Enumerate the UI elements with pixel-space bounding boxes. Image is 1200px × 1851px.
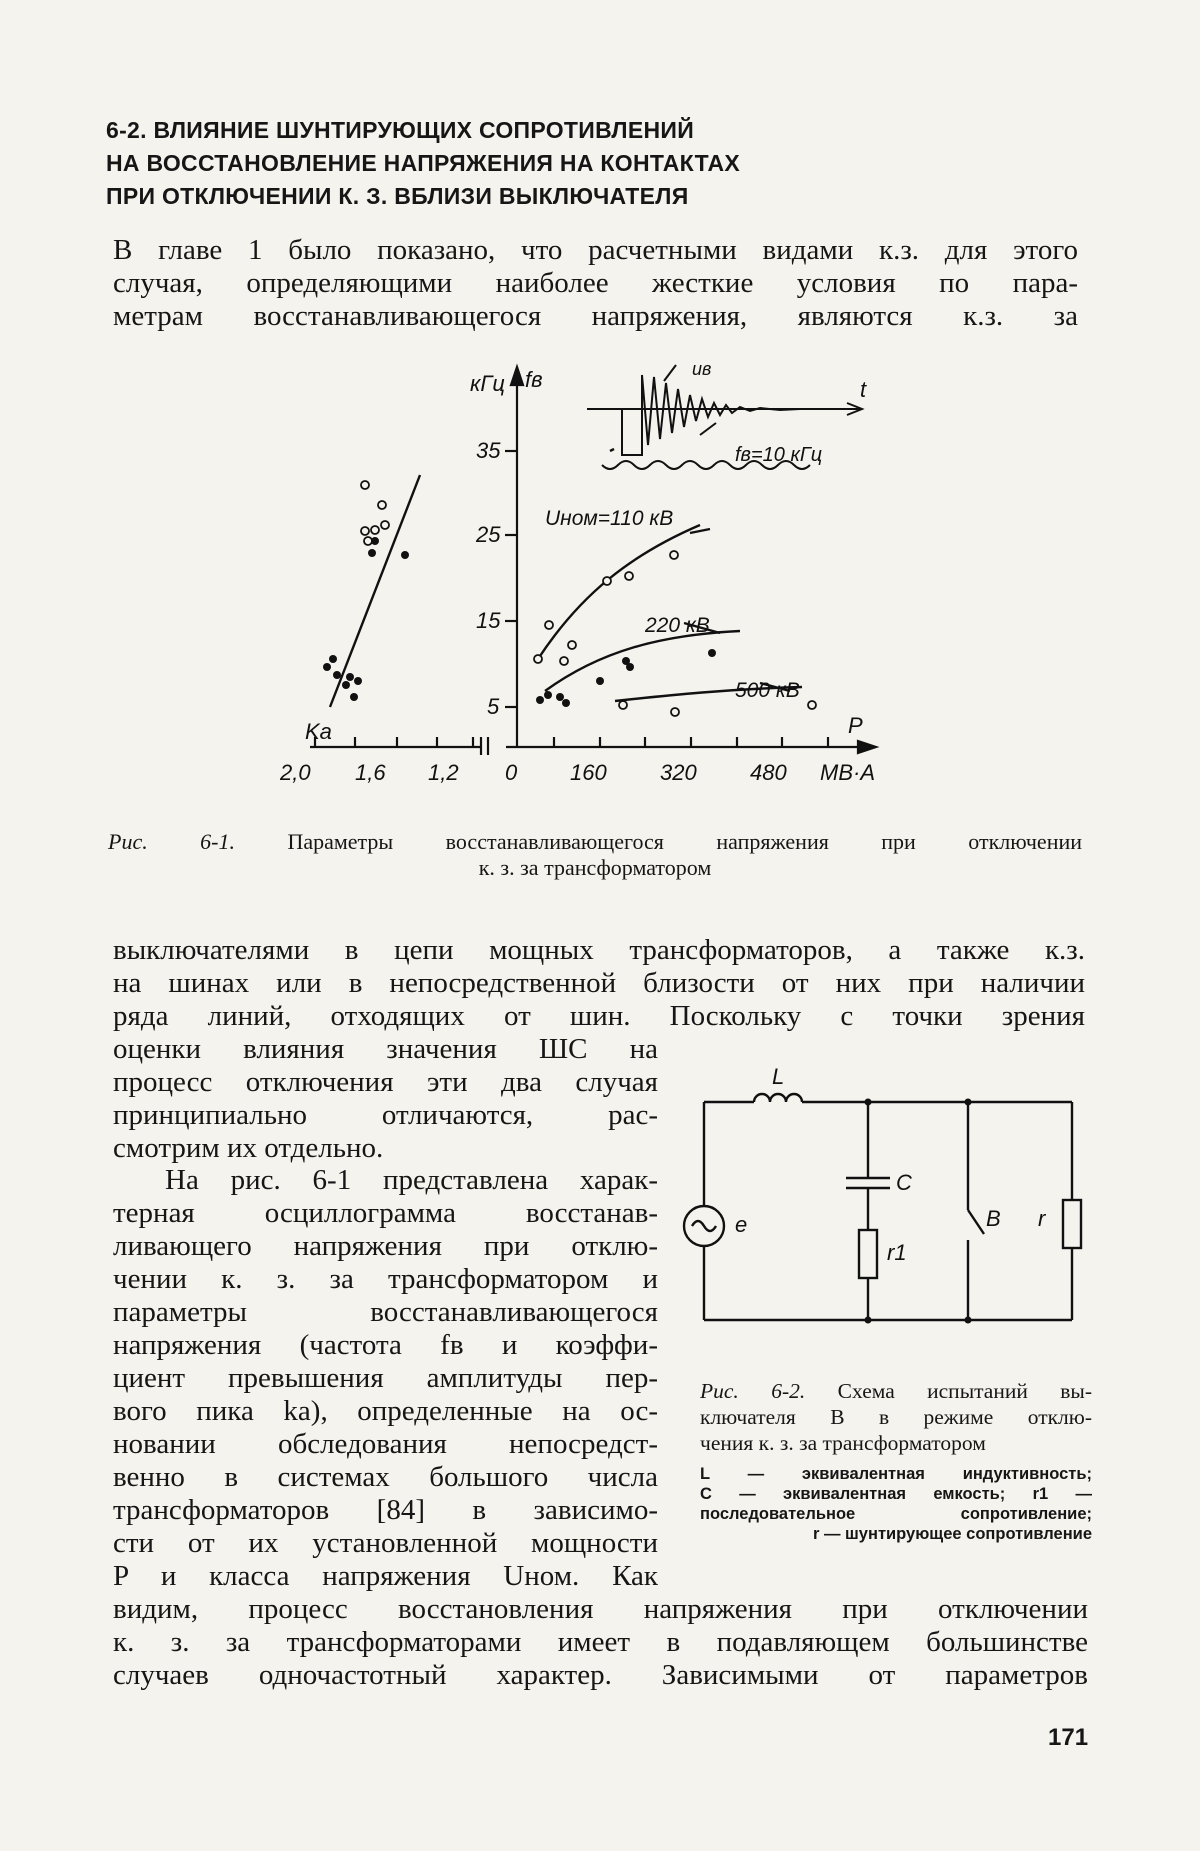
- resistor-r: [1063, 1200, 1081, 1248]
- data-point: [364, 537, 372, 545]
- heading-line: НА ВОССТАНОВЛЕНИЕ НАПРЯЖЕНИЯ НА КОНТАКТАХ: [106, 150, 741, 176]
- data-point: [354, 677, 362, 685]
- text-line: ливающего напряжения при отклю-: [113, 1230, 658, 1262]
- text-line: циент превышения амплитуды пер-: [113, 1362, 658, 1394]
- data-point: [619, 701, 627, 709]
- ka-filled-points: [323, 537, 409, 701]
- data-point: [368, 549, 376, 557]
- legend-line: последовательное сопротивление;: [700, 1505, 1092, 1523]
- x-tick-label: 0: [505, 760, 518, 785]
- data-point: [350, 693, 358, 701]
- data-point: [556, 693, 564, 701]
- y-ticks: [505, 451, 517, 707]
- x-tick-label: 160: [570, 760, 607, 785]
- text-line: процесс отключения эти два случая: [113, 1066, 658, 1098]
- data-point: [603, 577, 611, 585]
- data-point: [342, 681, 350, 689]
- u-label: uв: [692, 359, 712, 379]
- data-point: [568, 641, 576, 649]
- caption-text: Параметры восстанавливающегося напряжения при отключении: [287, 829, 1083, 854]
- series-220-label: 220 кВ: [645, 614, 710, 637]
- legend-line: r — шунтирующее сопротивление: [812, 1525, 1092, 1543]
- text-line: ряда линий, отходящих от шин. Поскольку с точки зрения: [113, 1000, 1085, 1032]
- x-tick-label: 480: [750, 760, 787, 785]
- data-point: [329, 655, 337, 663]
- data-point: [534, 655, 542, 663]
- data-point: [346, 673, 354, 681]
- data-point: [708, 649, 716, 657]
- data-point: [371, 526, 379, 534]
- text-line: сти от их установленной мощности: [113, 1527, 658, 1559]
- series-500-label: 500 кВ: [735, 679, 800, 702]
- text-line: на шинах или в непосредственной близости от них при наличии: [113, 967, 1085, 999]
- data-point: [626, 663, 634, 671]
- caption-text: к. з. за трансформатором: [478, 855, 712, 880]
- data-point: [323, 663, 331, 671]
- switch-B: [968, 1210, 984, 1234]
- heading-line: 6-2. ВЛИЯНИЕ ШУНТИРУЮЩИХ СОПРОТИВЛЕНИЙ: [106, 117, 695, 143]
- text-line: к. з. за трансформаторами имеет в подавляющем большинстве: [113, 1626, 1088, 1658]
- data-point: [545, 621, 553, 629]
- data-point: [544, 691, 552, 699]
- text-line: случая, определяющими наиболее жесткие условия по пара-: [113, 267, 1078, 299]
- page-number: 171: [1048, 1724, 1089, 1751]
- text-line: смотрим их отдельно.: [113, 1132, 384, 1164]
- label-C: C: [896, 1170, 912, 1195]
- data-point: [381, 521, 389, 529]
- text-line: метрам восстанавливающегося напряжения, являются к.з. за: [113, 300, 1078, 332]
- y-unit-label: кГц: [470, 371, 505, 396]
- y-tick-label: 25: [476, 522, 501, 547]
- figure-6-2-legend: [700, 1464, 1092, 1544]
- p-axis-label: P: [848, 713, 863, 738]
- text-line: трансформаторов [84] в зависимо-: [113, 1494, 658, 1526]
- ka-ticks: [315, 737, 473, 747]
- data-point: [671, 708, 679, 716]
- ka-tick-label: 2,0: [280, 760, 311, 785]
- paragraph-5: [113, 1593, 1088, 1692]
- section-heading: [106, 114, 866, 213]
- series-110-label: Uном=110 кВ: [545, 507, 674, 530]
- data-point: [361, 527, 369, 535]
- text-line: терная осциллограмма восстанав-: [113, 1197, 658, 1229]
- label-e: e: [735, 1212, 748, 1237]
- y-symbol-label: fв: [525, 367, 543, 392]
- data-point: [361, 481, 369, 489]
- figure-6-2-circuit: [680, 1060, 1090, 1340]
- y-axis-arrow: [511, 367, 523, 385]
- label-r: r: [1038, 1206, 1046, 1231]
- legend-line: L — эквивалентная индуктивность;: [700, 1465, 1092, 1483]
- series-500-points: [619, 701, 816, 716]
- resistor-r1: [859, 1230, 877, 1278]
- text-line: принципиально отличаются, рас-: [113, 1099, 658, 1131]
- text-line: параметры восстанавливающегося: [113, 1296, 658, 1328]
- ka-axis-label: Ka: [305, 719, 332, 744]
- text-line: случаев одночастотный характер. Зависимыми от параметров: [113, 1659, 1088, 1691]
- inductor-L: [754, 1094, 802, 1102]
- label-L: L: [772, 1064, 785, 1089]
- trend-220: [545, 631, 740, 691]
- trend-ka: [330, 475, 420, 707]
- paragraph-2: [113, 934, 1085, 1033]
- caption-label: Рис. 6-2.: [700, 1379, 806, 1403]
- y-tick-label: 35: [476, 438, 501, 463]
- figure-6-1-chart: [280, 355, 900, 795]
- fb-note-label: fв=10 кГц: [735, 444, 823, 466]
- figure-6-2-caption: [700, 1378, 1092, 1456]
- ka-open-points: [361, 481, 389, 545]
- data-point: [560, 657, 568, 665]
- y-tick-label: 5: [487, 694, 500, 719]
- data-point: [625, 572, 633, 580]
- text-line: выключателями в цепи мощных трансформаторов, а также к.з.: [113, 934, 1085, 966]
- paragraph-1: [113, 234, 1078, 333]
- x-ticks: [554, 737, 828, 747]
- data-point: [401, 551, 409, 559]
- data-point: [378, 501, 386, 509]
- ka-tick-label: 1,6: [355, 760, 386, 785]
- label-r1: r1: [887, 1240, 907, 1265]
- label-B: B: [986, 1206, 1001, 1231]
- caption-label: Рис. 6-1.: [108, 829, 235, 854]
- heading-line: ПРИ ОТКЛЮЧЕНИИ К. З. ВБЛИЗИ ВЫКЛЮЧАТЕЛЯ: [106, 183, 689, 209]
- paragraph-3: [113, 1033, 658, 1165]
- data-point: [808, 701, 816, 709]
- text-line: чении к. з. за трансформатором и: [113, 1263, 658, 1295]
- text-line: вого пика kа), определенные на ос-: [113, 1395, 658, 1427]
- data-point: [371, 537, 379, 545]
- t-label: t: [860, 377, 867, 402]
- caption-text: чения к. з. за трансформатором: [700, 1431, 986, 1455]
- series-110-points: [534, 551, 678, 665]
- text-line: оценки влияния значения ШС на: [113, 1033, 658, 1065]
- text-line: венно в системах большого числа: [113, 1461, 658, 1493]
- text-line: видим, процесс восстановления напряжения при отключении: [113, 1593, 1088, 1625]
- data-point: [536, 696, 544, 704]
- text-line: В главе 1 было показано, что расчетными видами к.з. для этого: [113, 234, 1078, 266]
- legend-line: C — эквивалентная емкость; r1 —: [700, 1485, 1092, 1503]
- x-axis-arrow: [858, 741, 876, 753]
- y-tick-label: 15: [476, 608, 501, 633]
- text-line: новании обследования непосредст-: [113, 1428, 658, 1460]
- x-tick-label: 320: [660, 760, 697, 785]
- data-point: [562, 699, 570, 707]
- text-line: напряжения (частота fв и коэффи-: [113, 1329, 658, 1361]
- text-line: На рис. 6-1 представлена харак-: [165, 1164, 658, 1196]
- ka-tick-label: 1,2: [428, 760, 459, 785]
- caption-text: ключателя В в режиме отклю-: [700, 1405, 1092, 1429]
- caption-text: Схема испытаний вы-: [837, 1379, 1093, 1403]
- data-point: [333, 671, 341, 679]
- figure-6-1-caption: [108, 829, 1082, 881]
- data-point: [596, 677, 604, 685]
- x-unit-label: МВ·А: [820, 760, 875, 785]
- data-point: [670, 551, 678, 559]
- paragraph-4: [113, 1164, 658, 1593]
- text-line: P и класса напряжения Uном. Как: [113, 1560, 658, 1592]
